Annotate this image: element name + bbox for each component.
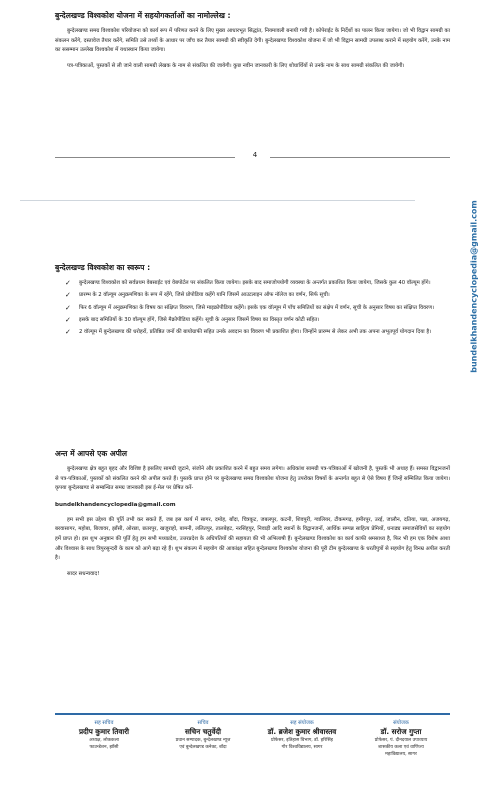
page-number: 4: [252, 151, 258, 159]
check-icon: ✓: [65, 315, 71, 324]
check-icon: ✓: [65, 291, 71, 300]
signatory-co-convener: [253, 719, 351, 751]
list-item: ✓ 2 वॉल्यूम में बुन्देलखण्ड की धरोहरों, प्रतिष्ठित जनों की बायोग्राफी सहित उनके अवदान का विवरण भी प्रकाशित होगा। जिन्होंने प्रारम्भ से लेकर अभी तक अपना अभूतपूर्व योगदान दिया है।: [65, 328, 432, 337]
contributors-paragraph-2: पत्र-पत्रिकाओं, पुस्तकों से ली जाने वाली सामग्री लेखक के नाम से संकलित की जायेगी। कुछ नवीन जानकारी के लिए शोधार्थियों से उनके नाम के साथ सामग्री संकलित की जायेगी।: [67, 62, 405, 69]
format-bullet-list: [55, 279, 450, 337]
appeal-paragraph-1: बुन्देलखण्ड क्षेत्र बहुत बृहद और विशिष्ट है इसलिए सामग्री जुटाने, संजोने और प्रकाशित करने में बहुत समय लगेगा। अधिकांश सामग्री पत्र-पत्रिकाओं में खोजनी है, पुस्तकें भी अथाह हैं। समस्त विद्वानजनों से पत्र-पत्रिकाओं, पुस्तकों को संकलित करने की अपील करते हैं। पुस्तकें प्राप्त होने पर बुन्देलखण्ड समग्र विश्वकोश योजना हेतु उपरोक्त विषयों के अन्तर्गत बहुत से ऐसे विषय हैं जिन्हें सम्मिलित किया जायेगा। कृपया बुन्देलखण्ड से सम्बन्धित समग्र जानकारी इस ई-मेल पर प्रेषित करें-: [55, 466, 450, 492]
appeal-paragraph-2: हम सभी इस उद्देश्य की पूर्ति तभी कर सकते हैं, जब इस कार्य में सागर, दमोह, बाँदा, चित्रकूट, जबलपुर, कटनी, शिवपुरी, ग्वालियर, टीकमगढ़, हमीरपुर, उरई, जालौन, दतिया, पन्ना, अजयगढ़, बरवासागर, महोबा, बिजावर, झाँसी, ओरछा, छतरपुर, खजुराहो, बामनी, ललितपुर, तालबेहट, नरसिंहपुर, निवाड़ी आदि स्थानों के विद्वानजनों, आर्थिक सम्पन्न साहित्य प्रेमियों, धनाढ्य समाजसेवियों का सहयोग हमें प्राप्त हो। इस शुभ अनुष्ठान की पूर्ति हेतु हम सभी मध्यप्रदेश, उत्तरप्रदेश के अधिपतियों की सहायता की भी अभिलाषी हैं। बुन्देलखण्ड विश्वकोश का कार्य काफी श्रमसाध्य है, फिर भी हम एक विशेष आशा और विश्वास के साथ त्रिपुरसुन्दरी के काम को आगे बढ़ा रहे हैं। शुभ संकल्प में सहयोग की आकांक्षा सहित बुन्देलखण्ड विश्वकोश योजना की पूरी टीम बुन्देलखण्ड के धरतीपुत्रों से सहयोग हेतु विनम्र अपील करती है।: [55, 516, 451, 562]
list-item: ✓ इसके बाद समितियों के 30 वॉल्यूम होंगे, जिसे मैक्रोपीडिया कहेंगे। सूची के अनुसार जिसमें विषय का विस्तृत वर्णन कोटी सहित।: [65, 315, 320, 324]
check-icon: ✓: [65, 279, 71, 287]
page-break-divider: [20, 200, 415, 201]
closing-line: सादर सधन्यवाद!: [67, 570, 100, 577]
signatory-name: सचिन चतुर्वेदी: [184, 727, 222, 736]
check-icon: ✓: [65, 328, 71, 337]
contributors-section: [55, 10, 450, 77]
signatory-secretary: [154, 719, 252, 751]
divider-left: [55, 157, 235, 158]
footer-rule: [55, 713, 450, 715]
check-icon: ✓: [65, 303, 71, 312]
signatory-name: प्रदीप कुमार तिवारी: [78, 727, 130, 736]
contributors-paragraph-1: बुन्देलखण्ड समग्र विश्वकोश परियोजना को कार्य रूप में परिणत करने के लिए मुख्य आधारभूत सिद्धांत, नियमावली बनायी गयी है। कोपेराईट के निर्देशों का पालन किया जायेगा। जो भी विद्वान सामग्री का संकलन करेंगे, दस्तावेज तैयार करेंगे, समिति उसे तथ्यों के आधार पर जाँच कर तैयार सामग्री की स्वीकृति देगी। बुन्देलखण्ड विश्वकोश योजना में जो भी विद्वान सामग्री उपलब्ध कराने में सहयोग करेंगे, उनके नाम का ससम्मान उल्लेख विश्वकोश में यथास्थान किया जायेगा।: [55, 28, 450, 54]
sidebar-email: [466, 190, 482, 390]
signatory-description: प्रोफेसर, पं. दीनदयाल उपाध्याय शासकीय कला एवं वाणिज्य महाविद्यालय, सागर: [374, 738, 428, 757]
appeal-heading: अन्त में आपसे एक अपील: [55, 449, 128, 458]
list-item: ✓ फिर 6 वॉल्यूम में अनुक्रमणिका के विषय का संक्षिप्त विवरण, जिसे माइक्रोपीडिया कहेंगे। इसके एक वॉल्यूम में पाँच समितियों का संक्षेप में वर्णन, सूची के अनुसार विषय का संक्षिप्त विवरण।: [65, 303, 435, 312]
signatory-co-secretary: [55, 719, 153, 751]
signatory-description: प्रधान सम्पादक, बुन्देलखण्ड न्यूज एवं बुन्देलखण्ड कनेक्ट, बाँदा: [175, 738, 231, 750]
signatory-description: अध्यक्ष, लोककला फाउन्डेशन, झाँसी: [89, 738, 119, 750]
divider-right: [270, 157, 450, 158]
signatory-role: संयोजक: [393, 720, 409, 726]
list-item: ✓ बुन्देलखण्ड विश्वकोश को सर्वप्रथम वेबसाईट एवं वेबपोर्टल पर संकलित किया जायेगा। इसके बाद समाजोपयोगी व्यवस्था के अन्तर्गत प्रकाशित किया जायेगा, जिसके कुल 40 वॉल्यूम होंगे।: [65, 279, 431, 287]
appeal-section: [55, 448, 450, 579]
format-heading: बुन्देलखण्ड विश्वकोश का स्वरूप :: [55, 263, 151, 272]
signatory-description: प्रोफेसर, इतिहास विभाग, डॉ. हरिसिंह गौर विश्वविद्यालय, सागर: [271, 738, 333, 750]
sidebar-email-text: bundelkhandencyclopedia@gmail.com: [469, 200, 479, 373]
signatory-role: सह सचिव: [94, 720, 114, 726]
format-section: [55, 262, 450, 340]
appeal-email: bundelkhandencyclopedia@gmail.com: [55, 501, 176, 508]
signatory-role: सचिव: [197, 720, 209, 726]
contributors-heading: बुन्देलखण्ड विश्वकोश योजना में सहयोगकर्ताओं का नामोल्लेख :: [55, 11, 231, 20]
list-item: ✓ प्रारम्भ के 2 वॉल्यूम अनुक्रमणिका के रूप में रहेंगे, जिसे प्रोपोडिया कहेंगे यानि जिसमें आउटलाइन ऑफ नॉलेज का वर्णन, सिर्फ सूची।: [65, 291, 330, 300]
signatory-name: डॉ. सरोज गुप्ता: [380, 727, 422, 736]
signatory-role: सह संयोजक: [290, 720, 314, 726]
signatories-footer: [55, 713, 450, 773]
signatory-name: डॉ. ब्रजेश कुमार श्रीवास्तव: [267, 727, 337, 736]
signatory-convener: [352, 719, 450, 758]
page-number-row: [55, 151, 450, 163]
